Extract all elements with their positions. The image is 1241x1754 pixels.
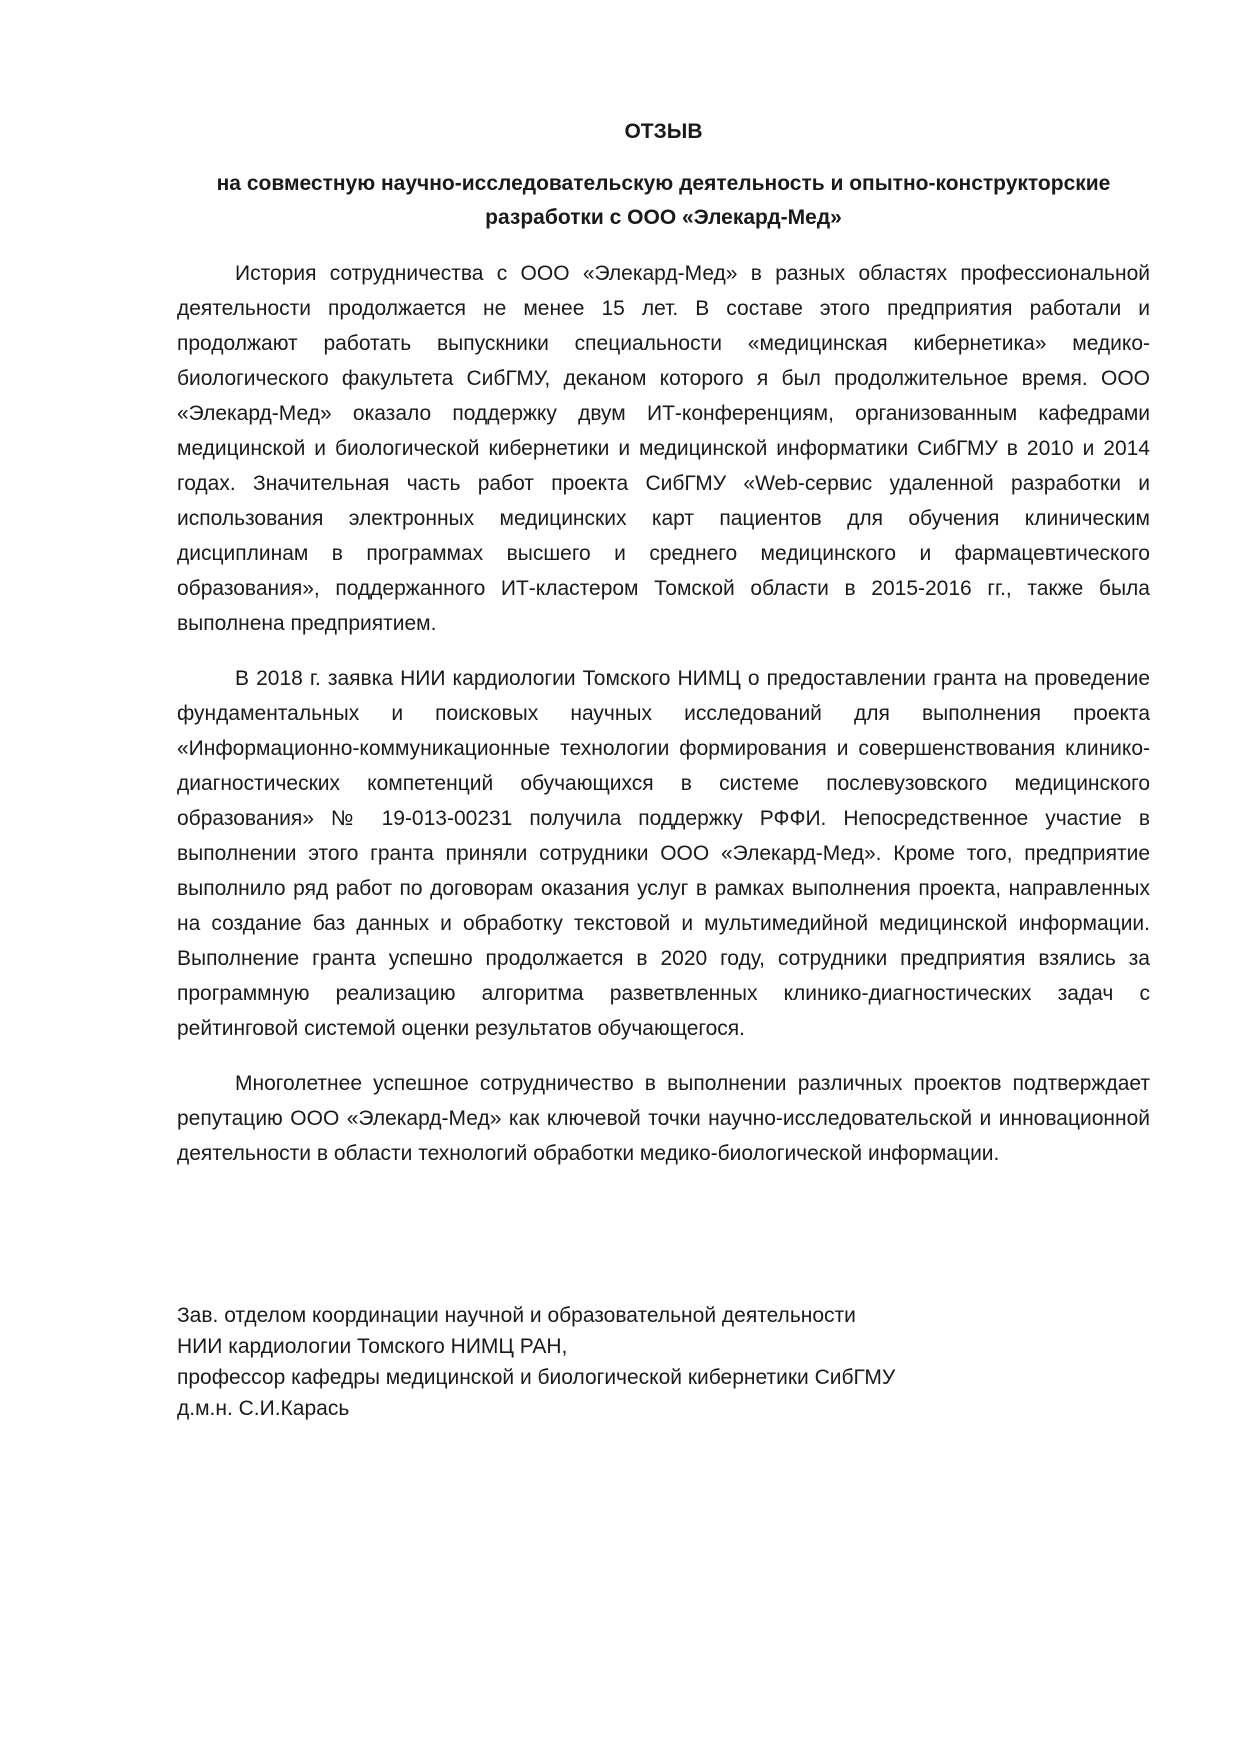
- document-title: ОТЗЫВ: [624, 120, 703, 143]
- paragraph-history: История сотрудничества с ООО «Элекард-Мед» в разных областях профессиональной деятельности продолжается не менее 15 лет. В составе этого предприятия работали и продолжают работать выпускники специальности «медицинская кибернетика» медико-биологического факультета СибГМУ, деканом которого я был продолжительное время. ООО «Элекард-Мед» оказало поддержку двум ИТ-конференциям, организованным кафедрами медицинской и биологической кибернетики и медицинской информатики СибГМУ в 2010 и 2014 годах. Значительная часть работ проекта СибГМУ «Web-сервис удаленной разработки и использования электронных медицинских карт пациентов для обучения клиническим дисциплинам в программах высшего и среднего медицинского и фармацевтического образования», поддержанного ИТ-кластером Томской области в 2015-2016 гг., также была выполнена предприятием.: [177, 262, 1150, 635]
- signature-position: Зав. отделом координации научной и образовательной деятельности: [177, 1304, 856, 1327]
- signature-name: д.м.н. С.И.Карась: [177, 1397, 350, 1420]
- document-subtitle: на совместную научно-исследовательскую деятельность и опытно-конструкторские разработки с ООО «Элекард-Мед»: [216, 172, 1111, 229]
- signature-institution: НИИ кардиологии Томского НИМЦ РАН,: [177, 1335, 568, 1358]
- signature-professorship: профессор кафедры медицинской и биологической кибернетики СибГМУ: [177, 1366, 896, 1389]
- paragraph-grant: В 2018 г. заявка НИИ кардиологии Томского НИМЦ о предоставлении гранта на проведение фундаментальных и поисковых научных исследований для выполнения проекта «Информационно-коммуникационные технологии формирования и совершенствования клинико-диагностических компетенций обучающихся в системе послевузовского медицинского образования» № 19-013-00231 получила поддержку РФФИ. Непосредственное участие в выполнении этого гранта приняли сотрудники ООО «Элекард-Мед». Кроме того, предприятие выполнило ряд работ по договорам оказания услуг в рамках выполнения проекта, направленных на создание баз данных и обработку текстовой и мультимедийной медицинской информации. Выполнение гранта успешно продолжается в 2020 году, сотрудники предприятия взялись за программную реализацию алгоритма разветвленных клинико-диагностических задач с рейтинговой системой оценки результатов обучающегося.: [177, 667, 1150, 1040]
- signature-block: [177, 1300, 1150, 1424]
- document-body: [177, 117, 1150, 1191]
- paragraph-conclusion: Многолетнее успешное сотрудничество в выполнении различных проектов подтверждает репутацию ООО «Элекард-Мед» как ключевой точки научно-исследовательской и инновационной деятельности в области технологий обработки медико-биологической информации.: [177, 1072, 1150, 1165]
